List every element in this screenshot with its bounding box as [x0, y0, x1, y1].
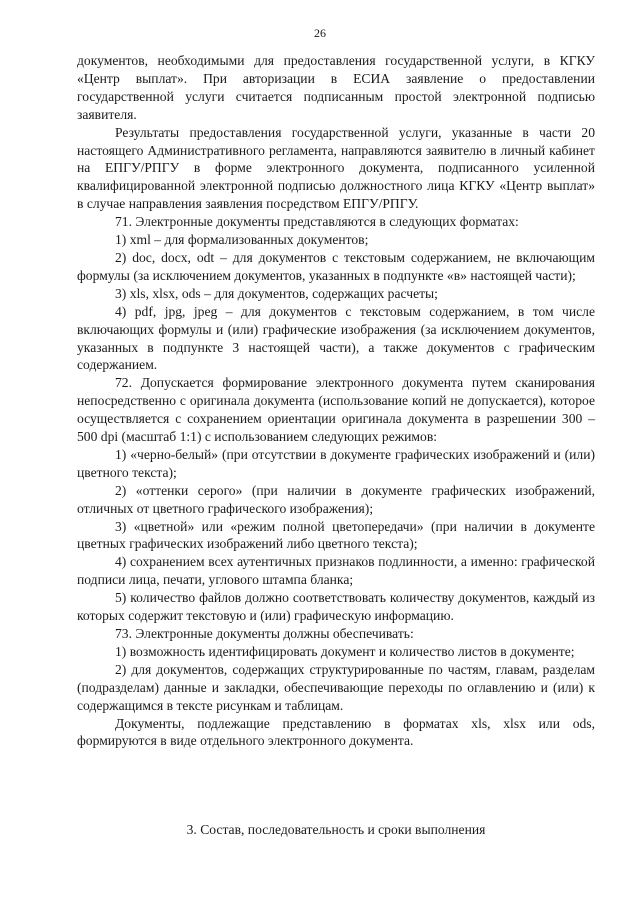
- list-item-72-5: 5) количество файлов должно соответствовать количеству документов, каждый из которых содержит текстовую и (или) графическую информацию.: [77, 590, 595, 624]
- body-text: [77, 52, 595, 750]
- paragraph-71: 71. Электронные документы представляются в следующих форматах:: [115, 214, 519, 230]
- section-heading: 3. Состав, последовательность и сроки выполнения: [186, 822, 486, 837]
- list-item-72-1: 1) «черно-белый» (при отсутствии в документе графических изображений и (или) цветного текста);: [77, 446, 595, 480]
- list-item-73-2: 2) для документов, содержащих структурированные по частям, главам, разделам (подразделам) данные и закладки, обеспечивающие переходы по оглавлению и (или) к содержащимся в тексте рисункам и таблицам.: [77, 661, 595, 713]
- list-item-73-1: 1) возможность идентифицировать документ и количество листов в документе;: [115, 643, 575, 659]
- list-item-72-3: 3) «цветной» или «режим полной цветопередачи» (при наличии в документе цветных графических изображений либо цветного текста);: [77, 518, 595, 552]
- paragraph-73: 73. Электронные документы должны обеспечивать:: [115, 626, 414, 641]
- list-item-72-2: 2) «оттенки серого» (при наличии в документе графических изображений, отличных от цветного графического изображения);: [77, 482, 595, 516]
- paragraph-72: 72. Допускается формирование электронного документа путем сканирования непосредственно с оригинала документа (использование копий не допускается), которое осуществляется с сохранением ориентации оригинала документа в разрешении 300 – 500 dpi (масштаб 1:1) с использованием следующих режимов:: [77, 375, 595, 445]
- list-item-71-4: 4) pdf, jpg, jpeg – для документов с текстовым содержанием, в том числе включающих формулы и (или) графические изображения (за исключением документов, указанных в подпункте 3 настоящей части), а также документов с графическим содержанием.: [77, 303, 595, 373]
- paragraph-continuation: документов, необходимыми для предоставления государственной услуги, в КГКУ «Центр выплат». При авторизации в ЕСИА заявление о предоставлении государственной услуги считается подписанным простой электронной подписью заявителя.: [77, 53, 595, 122]
- list-item-72-4: 4) сохранением всех аутентичных признаков подлинности, а именно: графической подписи лица, печати, углового штампа бланка;: [77, 554, 595, 588]
- list-item-71-2: 2) doc, docx, odt – для документов с текстовым содержанием, не включающим формулы (за исключением документов, указанных в подпункте «в» настоящей части);: [77, 249, 595, 283]
- page-number: 26: [314, 26, 326, 40]
- list-item-71-3: 3) xls, xlsx, ods – для документов, содержащих расчеты;: [115, 285, 438, 301]
- paragraph-formats-note: Документы, подлежащие представлению в форматах xls, xlsx или ods, формируются в виде отдельного электронного документа.: [77, 715, 595, 749]
- paragraph-results: Результаты предоставления государственной услуги, указанные в части 20 настоящего Административного регламента, направляются заявителю в личный кабинет на ЕПГУ/РПГУ в форме электронного документа, подписанного усиленной квалифицированной электронной подписью должностного лица КГКУ «Центр выплат» в случае направления заявления посредством ЕПГУ/РПГУ.: [77, 124, 595, 212]
- list-item-71-1: 1) xml – для формализованных документов;: [115, 232, 369, 248]
